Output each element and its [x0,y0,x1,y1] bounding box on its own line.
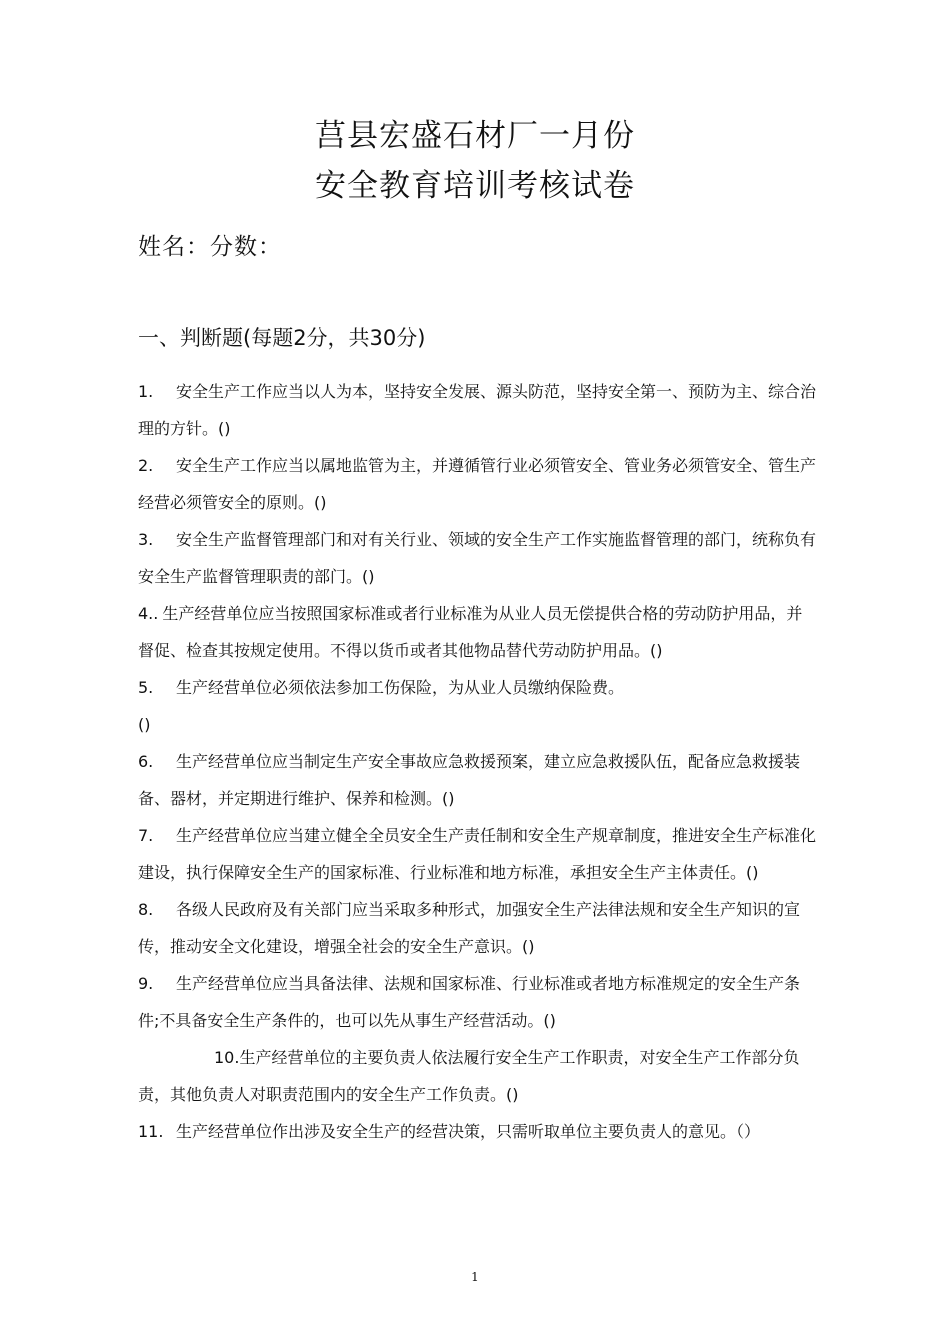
exam-title-line2: 安全教育培训考核试卷 [315,168,635,204]
question-item [138,743,818,817]
question-text: 生产经营单位的主要负责人依法履行安全生产工作职责，对安全生产工作部分负责，其他负责人对职责范围内的安全生产工作负责。() [138,1048,800,1104]
question-text: 生产经营单位应当按照国家标准或者行业标准为从业人员无偿提供合格的劳动防护用品，并督促、检查其按规定使用。不得以货币或者其他物品替代劳动防护用品。() [138,604,803,660]
question-item [138,1039,818,1113]
question-item [138,521,818,595]
question-item [138,1113,818,1150]
question-answer-blank: () [138,715,151,734]
question-number: 5. [138,678,154,697]
question-number: 6. [138,752,154,771]
section-heading: 一、判断题(每题2分，共30分) [138,326,426,350]
question-item [138,447,818,521]
question-number: 9. [138,974,154,993]
question-text: 生产经营单位应当具备法律、法规和国家标准、行业标准或者地方标准规定的安全生产条件;不具备安全生产条件的，也可以先从事生产经营活动。() [138,974,801,1030]
question-item [138,891,818,965]
question-text: 安全生产工作应当以属地监管为主，并遵循管行业必须管安全、管业务必须管安全、管生产经营必须管安全的原则。() [138,456,817,512]
question-text: 生产经营单位必须依法参加工伤保险，为从业人员缴纳保险费。 [176,678,625,697]
question-item [138,817,818,891]
question-number: 11. [138,1122,164,1141]
question-text: 生产经营单位应当建立健全全员安全生产责任制和安全生产规章制度，推进安全生产标准化建设，执行保障安全生产的国家标准、行业标准和地方标准，承担安全生产主体责任。() [138,826,817,882]
question-number: 1. [138,382,154,401]
question-item [138,595,818,669]
question-text: 安全生产工作应当以人为本，坚持安全发展、源头防范，坚持安全第一、预防为主、综合治理的方针。() [138,382,817,438]
question-number: 7. [138,826,154,845]
question-number: 10. [214,1048,240,1067]
question-number: 4.. [138,604,159,623]
question-text: 生产经营单位作出涉及安全生产的经营决策，只需听取单位主要负责人的意见。（） [176,1122,761,1141]
question-item [138,373,818,447]
question-number: 2. [138,456,154,475]
question-text: 生产经营单位应当制定生产安全事故应急救援预案，建立应急救援队伍，配备应急救援装备、器材，并定期进行维护、保养和检测。() [138,752,801,808]
question-text: 安全生产监督管理部门和对有关行业、领域的安全生产工作实施监督管理的部门，统称负有安全生产监督管理职责的部门。() [138,530,817,586]
question-number: 8. [138,900,154,919]
question-text: 各级人民政府及有关部门应当采取多种形式，加强安全生产法律法规和安全生产知识的宣传，推动安全文化建设，增强全社会的安全生产意识。() [138,900,801,956]
page-number: 1 [471,1270,479,1284]
question-list [138,373,818,1150]
question-item [138,965,818,1039]
question-item [138,669,818,743]
exam-title-line1: 莒县宏盛石材厂一月份 [315,118,635,154]
name-score-line: 姓名：分数： [138,234,282,260]
question-number: 3. [138,530,154,549]
